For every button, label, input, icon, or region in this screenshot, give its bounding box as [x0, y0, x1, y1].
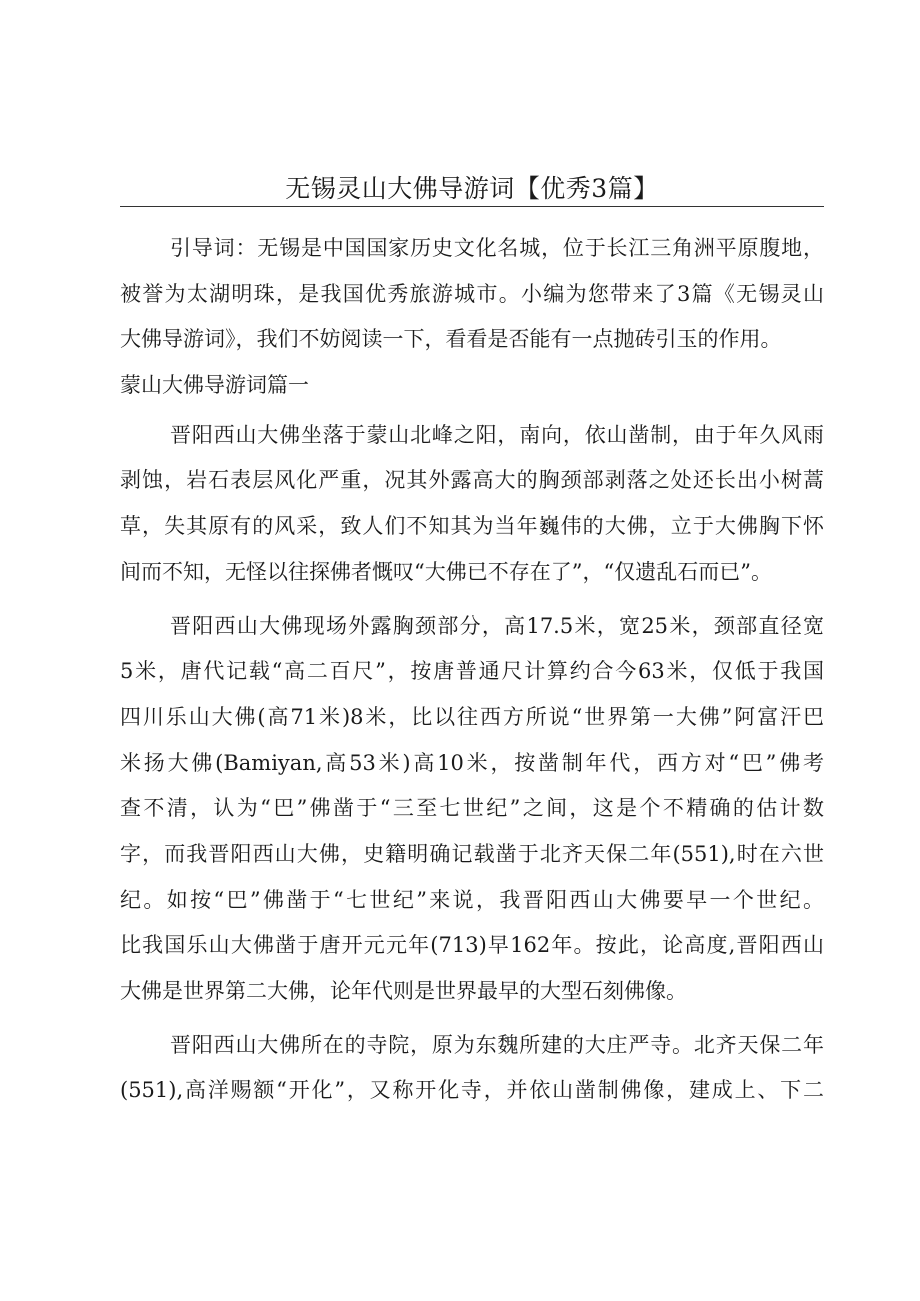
text-line: 纪。如按“巴”佛凿于“七世纪”来说，我晋阳西山大佛要早一个世纪。: [120, 887, 824, 912]
paragraph-2: [120, 604, 824, 1015]
text-line: 草，失其原有的风采，致人们不知其为当年巍伟的大佛，立于大佛胸下怀: [120, 514, 824, 539]
paragraph-1: [120, 413, 824, 596]
document-body: [120, 226, 824, 1114]
text-line: (551),高洋赐额“开化”，又称开化寺，并依山凿制佛像，建成上、下二: [120, 1078, 824, 1103]
paragraph-3: [120, 1023, 824, 1114]
text-line: 晋阳西山大佛现场外露胸颈部分，高17.5米，宽25米，颈部直径宽: [170, 613, 824, 638]
text-line: 被誉为太湖明珠，是我国优秀旅游城市。小编为您带来了3篇《无锡灵山: [120, 281, 824, 306]
text-line: 四川乐山大佛(高71米)8米，比以往西方所说“世界第一大佛”阿富汗巴: [120, 704, 824, 729]
text-line: 剥蚀，岩石表层风化严重，况其外露高大的胸颈部剥落之处还长出小树蒿: [120, 468, 824, 493]
text-line: 大佛是世界第二大佛，论年代则是世界最早的大型石刻佛像。: [120, 979, 687, 1003]
section-heading: 蒙山大佛导游词篇一: [120, 373, 309, 398]
text-line: 间而不知，无怪以往探佛者慨叹“大佛已不存在了”，“仅遗乱石而已”。: [120, 559, 772, 584]
text-line: 比我国乐山大佛凿于唐开元元年(713)早162年。按此，论高度,晋阳西山: [120, 933, 824, 958]
intro-paragraph: [120, 226, 824, 363]
document-title: 无锡灵山大佛导游词【优秀3篇】: [285, 174, 659, 203]
text-line: 米扬大佛(Bamiyan,高53米)高10米，按凿制年代，西方对“巴”佛考: [120, 750, 824, 775]
text-line: 字，而我晋阳西山大佛，史籍明确记载凿于北齐天保二年(551),时在六世: [120, 841, 824, 866]
text-line: 引导词：无锡是中国国家历史文化名城，位于长江三角洲平原腹地，: [170, 236, 824, 260]
title-underline: [120, 206, 824, 207]
text-line: 晋阳西山大佛坐落于蒙山北峰之阳，南向，依山凿制，由于年久风雨: [170, 422, 824, 447]
text-line: 晋阳西山大佛所在的寺院，原为东魏所建的大庄严寺。北齐天保二年: [170, 1032, 824, 1057]
text-line: 查不清，认为“巴”佛凿于“三至七世纪”之间，这是个不精确的估计数: [120, 796, 824, 821]
text-line: 大佛导游词》，我们不妨阅读一下，看看是否能有一点抛砖引玉的作用。: [120, 327, 782, 352]
text-line: 5米，唐代记载“高二百尺”，按唐普通尺计算约合今63米，仅低于我国: [120, 659, 824, 684]
